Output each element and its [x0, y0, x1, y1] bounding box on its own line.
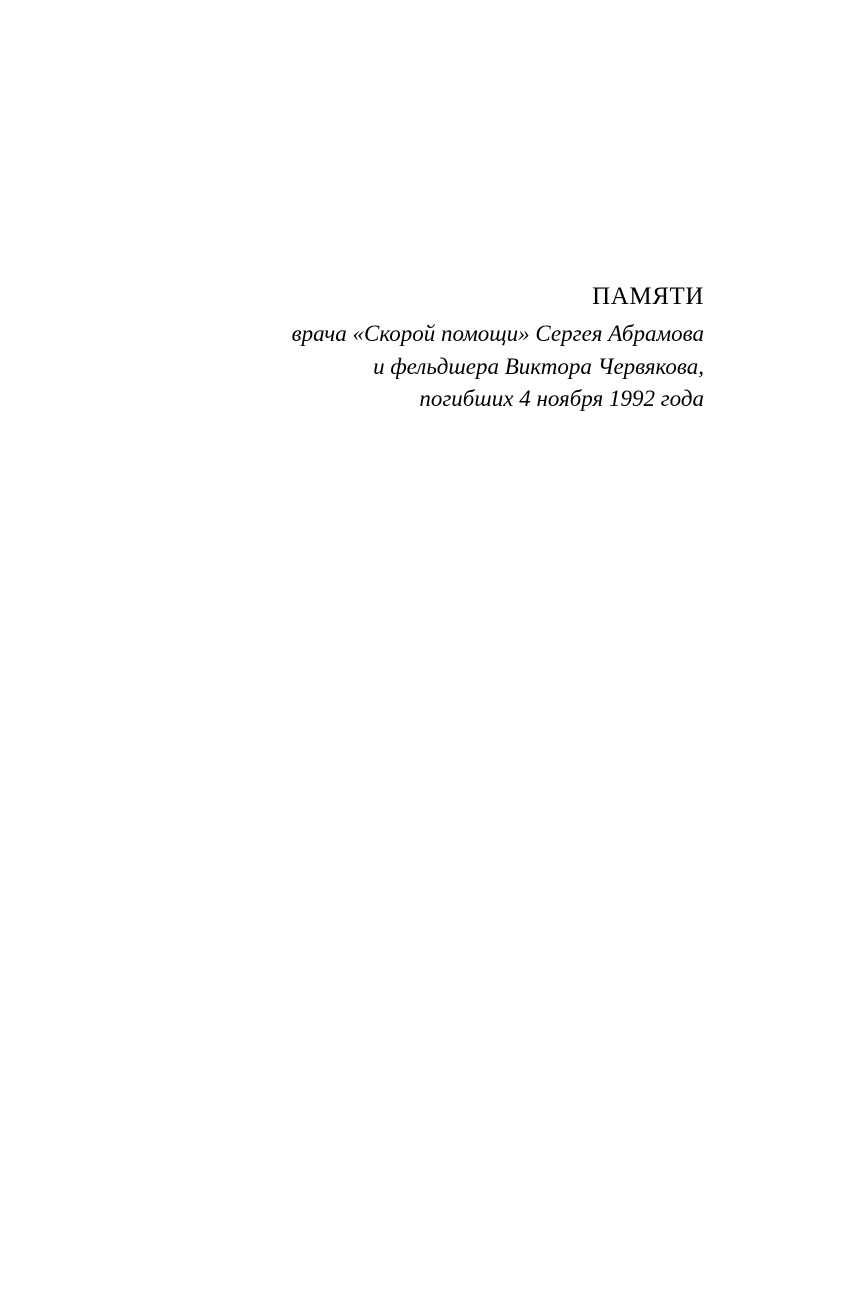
dedication-line-2: и фельдшера Виктора Червякова, [373, 353, 704, 379]
dedication-body [184, 318, 704, 416]
dedication-heading: ПАМЯТИ [592, 283, 704, 310]
dedication-block [184, 282, 704, 416]
dedication-line-3: погибших 4 ноября 1992 года [419, 386, 704, 412]
dedication-line-1: врача «Скорой помощи» Сергея Абрамова [291, 321, 704, 346]
